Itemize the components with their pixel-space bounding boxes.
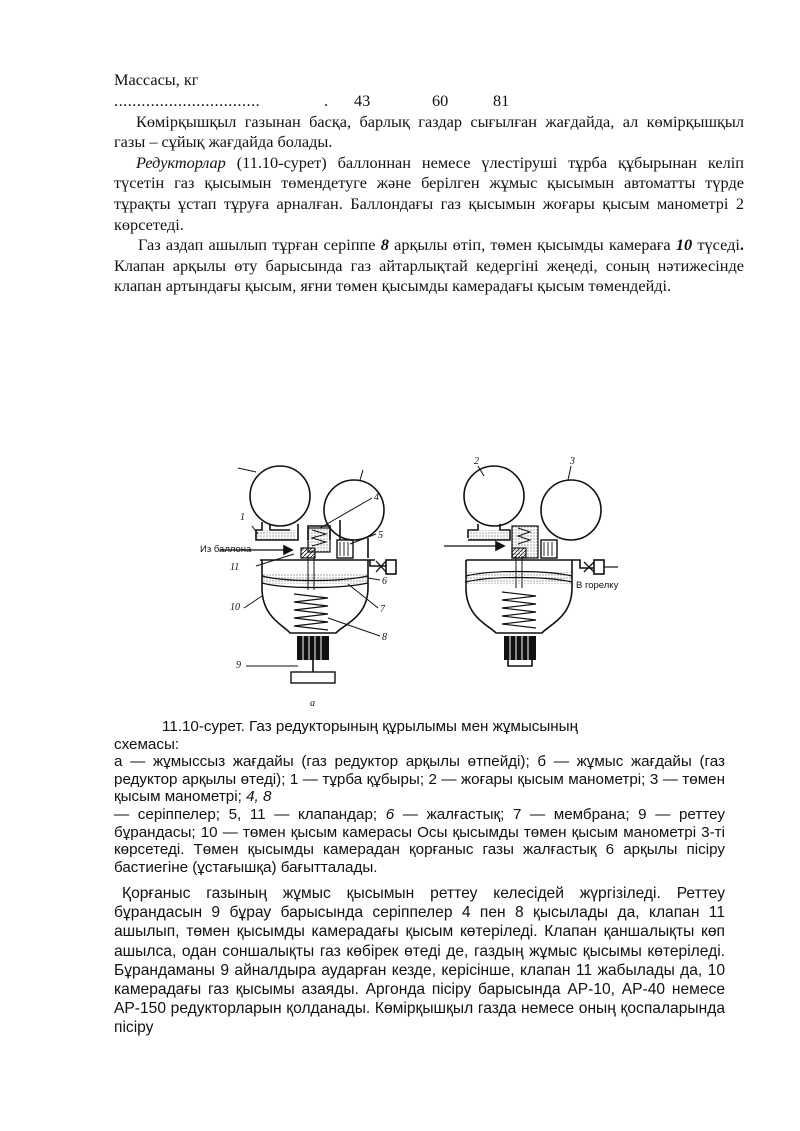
num-5: 5 bbox=[378, 530, 383, 541]
num-2: 2 bbox=[474, 456, 479, 467]
paragraph-4: Қорғаныс газының жұмыс қысымын реттеу келесідей жүргізіледі. Реттеу бұрандасын 9 бұрау барысында серіппелер 4 пен 8 қысылады да, клапан 11 ашылып, төмен қысымды камерадағы қысым көтеріледі. Клапан қаншалықты көп ашылса, одан соншалықты газ көбірек өтеді де, газдың жұмыс қысымы көтеріледі. Бұрандаманы 9 айналдыра аударған кезде, керісінше, клапан 11 жабылады да, 10 камерадағы газ қысымы азаяды. Аргонда пісіру барысында АР-10, АР-40 немесе АР-150 редукторларын қолданады. Көмірқышқыл газда немесе оның қоспаларында пісіру bbox=[114, 885, 725, 1037]
caption-legend-a bbox=[114, 753, 725, 806]
paragraph-2-rest: (11.10-сурет) баллоннан немесе үлестіруші тұрба құбырынан келіп түсетін газ қысымын төмендетуге және берілген жұмыс қысымын автоматты түрде тұрақты ұстап тұруға арналған. Баллондағы газ қысымын жоғары қысым манометрі 2 көрсетеді. bbox=[114, 152, 744, 234]
paragraph-3-f: . bbox=[739, 235, 744, 255]
caption-legend-a-italic: 4, 8 bbox=[246, 788, 272, 806]
reducer-right bbox=[444, 466, 618, 666]
reducer-diagram bbox=[200, 448, 650, 710]
paragraph-3-e: түседі bbox=[692, 235, 740, 255]
num-6: 6 bbox=[382, 576, 387, 587]
num-8: 8 bbox=[382, 632, 387, 643]
label-sub-a: а bbox=[310, 698, 315, 709]
num-11: 11 bbox=[230, 562, 240, 573]
paragraph-3-d: 10 bbox=[675, 235, 693, 255]
mass-value-2: 60 bbox=[432, 90, 449, 110]
mass-value-1: 43 bbox=[354, 90, 371, 110]
reducer-left bbox=[220, 466, 396, 683]
paragraph-2-italic: Редукторлар bbox=[136, 152, 226, 172]
mass-row bbox=[114, 91, 744, 112]
caption-legend-b-text-2: — жалғастық; 7 — мембрана; 9 — реттеу бұрандасы; 10 — төмен қысым камерасы Осы қысымды төмен қысым манометрі 3-ті көрсетеді. Төмен қысымды камерадан қорғаныс газы жалғастық 6 арқылы пісіру бастиегіне (ұстағышқа) бағытталады. bbox=[114, 805, 725, 876]
caption-legend-b-italic: 6 bbox=[385, 805, 395, 823]
caption-legend-b bbox=[114, 806, 725, 876]
label-to-burner: В горелку bbox=[576, 580, 619, 591]
caption-title-2: схемасы: bbox=[114, 735, 180, 753]
num-4: 4 bbox=[374, 492, 379, 503]
num-1: 1 bbox=[240, 512, 245, 523]
paragraph-3-c: арқылы өтіп, төмен қысымды камераға bbox=[388, 235, 676, 255]
caption-legend-b-text-1: — серіппелер; 5, 11 — клапандар; bbox=[114, 805, 386, 823]
mass-sep: . bbox=[324, 90, 329, 110]
gauge-left-low bbox=[324, 480, 384, 540]
caption-legend-a-text: а — жұмыссыз жағдайы (газ редуктор арқылы өтпейді); б — жұмыс жағдайы (газ редуктор арқылы өтеді); 1 — тұрба құбыры; 2 — жоғары қысым манометрі; 3 — төмен қысым манометрі; bbox=[114, 753, 725, 806]
gauge-left-high bbox=[250, 466, 310, 526]
num-10: 10 bbox=[230, 602, 240, 613]
paragraph-2 bbox=[114, 153, 744, 235]
reducer-figure bbox=[200, 448, 650, 710]
page-body bbox=[114, 70, 744, 297]
label-from-cylinder: Из баллона bbox=[200, 544, 252, 555]
paragraph-3 bbox=[114, 235, 744, 297]
mass-value-3: 81 bbox=[493, 90, 510, 110]
mass-dots: ................................ bbox=[114, 90, 261, 110]
paragraph-3-a: Газ аздап ашылып тұрған серіппе bbox=[138, 235, 381, 255]
paragraph-3-b: 8 bbox=[380, 235, 389, 255]
gauge-right-low bbox=[541, 480, 601, 540]
body-lower bbox=[114, 884, 725, 1038]
paragraph-1: Көмірқышқыл газынан басқа, барлық газдар сығылған жағдайда, ал көмірқышқыл газы – сұйық жағдайда болады. bbox=[114, 111, 744, 152]
paragraph-3-g: Клапан арқылы өту барысында газ айтарлықтай кедергіні жеңеді, соның нәтижесінде клапан артындағы қысым, яғни төмен қысымды камерадағы қысым төмендейді. bbox=[114, 255, 744, 296]
figure-caption bbox=[114, 718, 725, 876]
num-9: 9 bbox=[236, 660, 241, 671]
gauge-right-high bbox=[464, 466, 524, 526]
num-3: 3 bbox=[570, 456, 575, 467]
num-7: 7 bbox=[380, 604, 385, 615]
caption-title: 11.10-сурет. Газ редукторының құрылымы мен жұмысының bbox=[162, 718, 578, 735]
mass-label: Массасы, кг bbox=[114, 70, 199, 89]
